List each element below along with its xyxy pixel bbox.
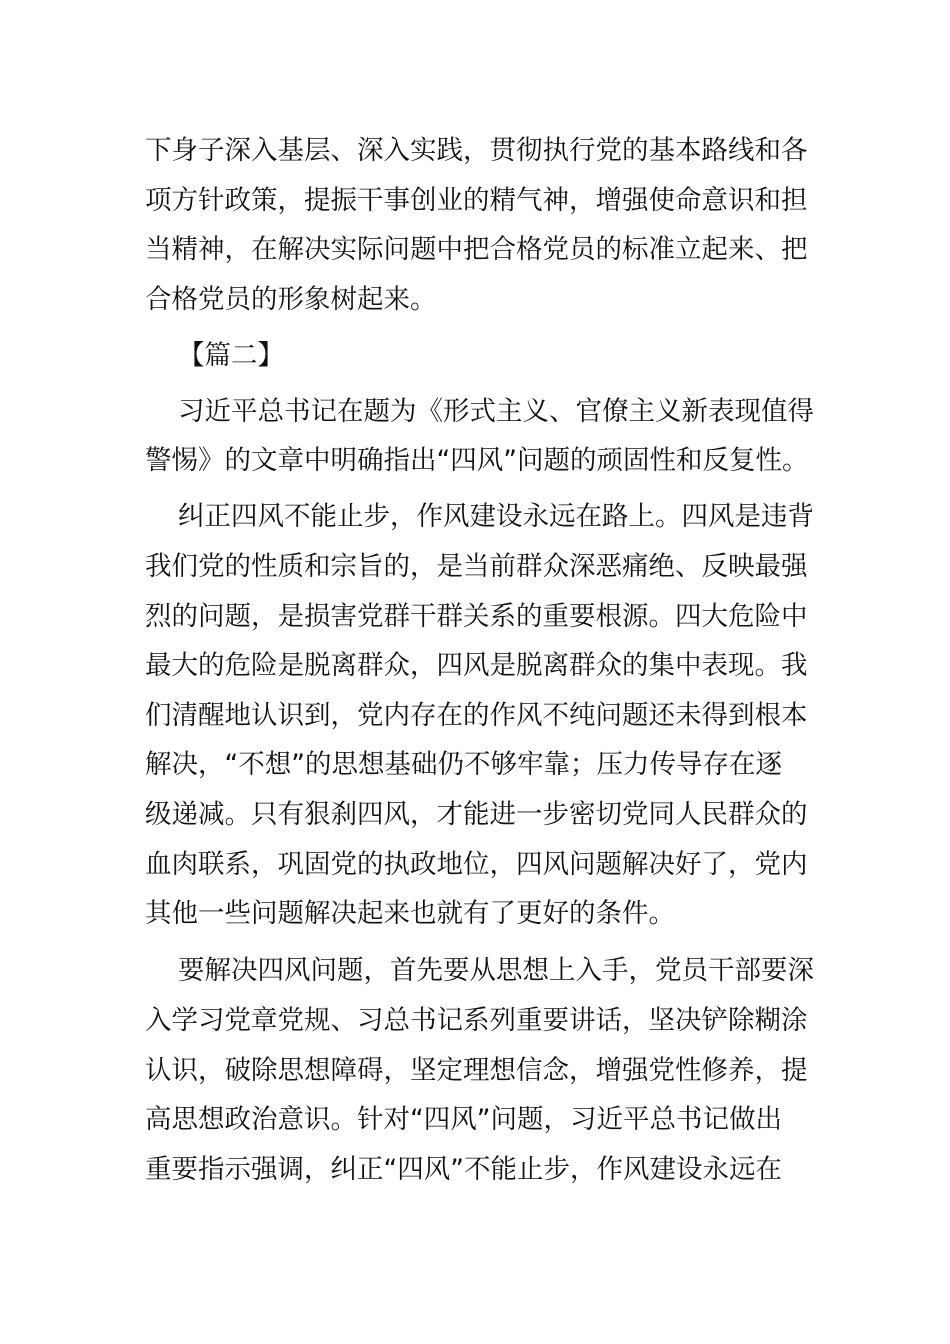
text-line: 认识，破除思想障碍，坚定理想信念，增强党性修养，提 bbox=[145, 1055, 808, 1086]
text-line: 警惕》的文章中明确指出“四风”问题的顽固性和反复性。 bbox=[145, 445, 809, 476]
text-line: 级递减。只有狠刹四风，才能进一步密切党同人民群众的 bbox=[145, 799, 808, 830]
text-line: 入学习党章党规、习总书记系列重要讲话，坚决铲除糊涂 bbox=[145, 1005, 808, 1036]
section-heading: 【篇二】 bbox=[178, 340, 284, 371]
text-line: 重要指示强调，纠正“四风”不能止步，作风建设永远在 bbox=[145, 1154, 782, 1185]
text-line: 我们党的性质和宗旨的，是当前群众深恶痛绝、反映最强 bbox=[145, 551, 808, 582]
text-line: 要解决四风问题，首先要从思想上入手，党员干部要深 bbox=[178, 955, 814, 986]
text-line: 血肉联系，巩固党的执政地位，四风问题解决好了，党内 bbox=[145, 849, 808, 880]
text-line: 最大的危险是脱离群众，四风是脱离群众的集中表现。我 bbox=[145, 650, 808, 681]
text-line: 习近平总书记在题为《形式主义、官僚主义新表现值得 bbox=[178, 396, 814, 427]
text-line: 其他一些问题解决起来也就有了更好的条件。 bbox=[145, 898, 675, 929]
text-line: 高思想政治意识。针对“四风”问题，习近平总书记做出 bbox=[145, 1104, 782, 1135]
text-line: 项方针政策，提振干事创业的精气神，增强使命意识和担 bbox=[145, 185, 808, 216]
text-line: 纠正四风不能止步，作风建设永远在路上。四风是违背 bbox=[178, 501, 814, 532]
text-line: 解决，“不想”的思想基础仍不够牢靠；压力传导存在逐 bbox=[145, 749, 782, 780]
text-line: 们清醒地认识到，党内存在的作风不纯问题还未得到根本 bbox=[145, 700, 808, 731]
text-line: 当精神，在解决实际问题中把合格党员的标准立起来、把 bbox=[145, 234, 808, 265]
text-line: 烈的问题，是损害党群干群关系的重要根源。四大危险中 bbox=[145, 601, 808, 632]
text-line: 合格党员的形象树起来。 bbox=[145, 284, 437, 315]
text-line: 下身子深入基层、深入实践，贯彻执行党的基本路线和各 bbox=[145, 135, 808, 166]
